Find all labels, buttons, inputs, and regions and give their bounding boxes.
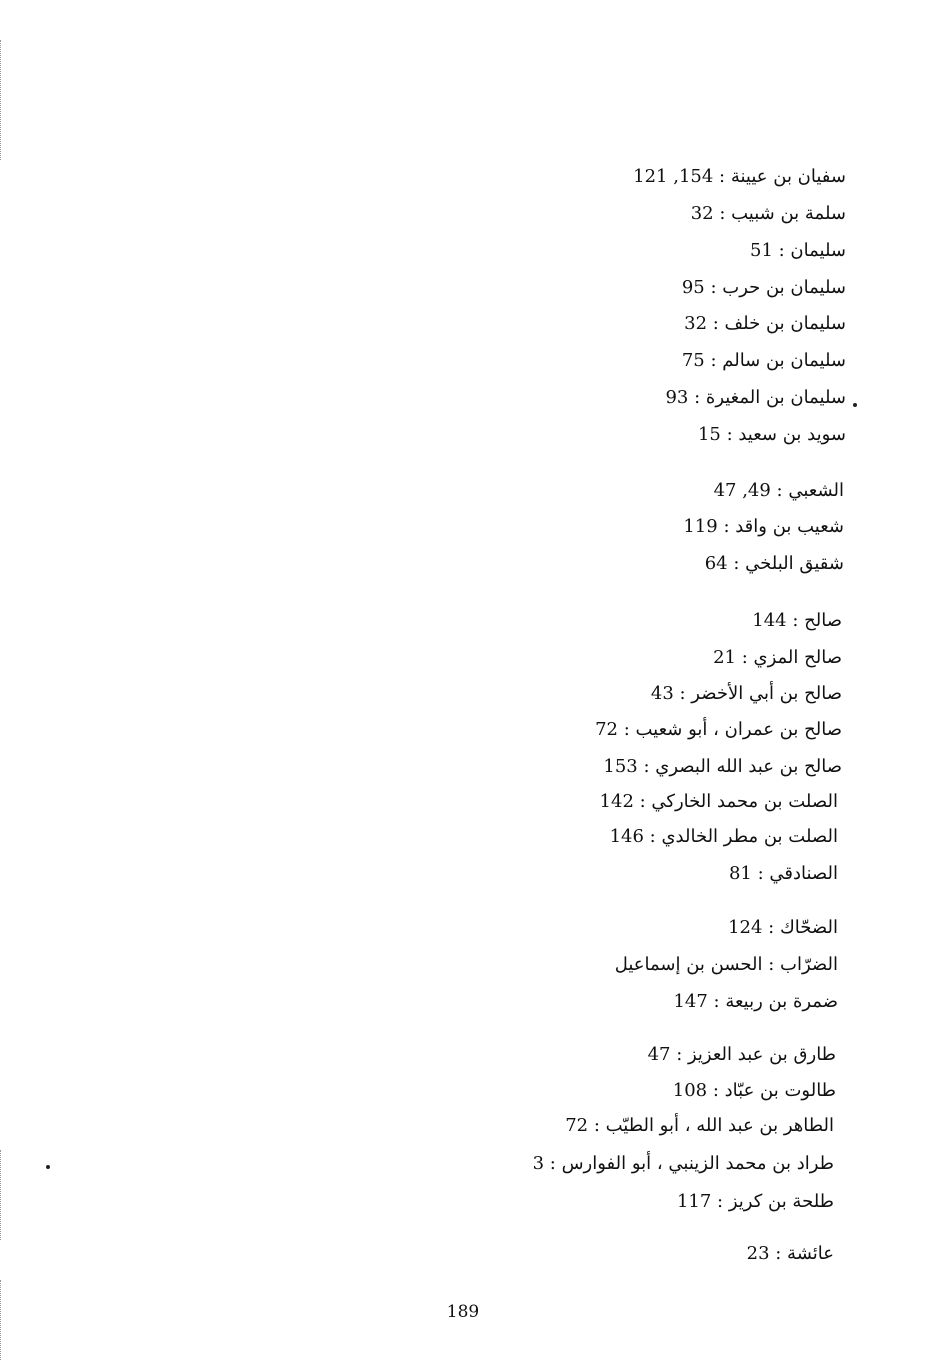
index-entry: شقيق البلخي : 64 — [704, 553, 844, 574]
index-entry: الطاهر بن عبد الله ، أبو الطيّب : 72 — [565, 1115, 834, 1136]
page-number: 189 — [446, 1302, 480, 1322]
index-entry: طالوت بن عبّاد : 108 — [672, 1080, 836, 1101]
index-entry: شعيب بن واقد : 119 — [683, 516, 844, 537]
index-entry: الصلت بن مطر الخالدي : 146 — [609, 826, 838, 847]
index-entry: صالح بن أبي الأخضر : 43 — [650, 683, 842, 704]
ink-speck — [853, 403, 857, 407]
index-entry: سليمان بن حرب : 95 — [681, 277, 846, 298]
index-entry: الصنادقي : 81 — [728, 863, 838, 884]
index-entry: ضمرة بن ربيعة : 147 — [673, 991, 838, 1012]
index-entry: سليمان بن سالم : 75 — [681, 350, 846, 371]
index-entry: سليمان : 51 — [750, 240, 846, 261]
index-entry: طلحة بن كريز : 117 — [676, 1191, 834, 1212]
scan-edge-mark — [0, 40, 4, 160]
index-entry: صالح بن عبد الله البصري : 153 — [603, 756, 842, 777]
index-entry: طارق بن عبد العزيز : 47 — [647, 1044, 836, 1065]
index-entry: صالح المزي : 21 — [713, 647, 842, 668]
index-entry: سويد بن سعيد : 15 — [697, 424, 846, 445]
scan-edge-mark — [0, 1280, 4, 1360]
index-entry: صالح بن عمران ، أبو شعيب : 72 — [595, 719, 842, 740]
index-entry: الضرّاب : الحسن بن إسماعيل — [614, 954, 838, 975]
index-entry: الصلت بن محمد الخاركي : 142 — [599, 791, 838, 812]
index-entry: الضحّاك : 124 — [728, 917, 838, 938]
index-entry: سليمان بن المغيرة : 93 — [665, 387, 846, 408]
index-entry: صالح : 144 — [752, 610, 842, 631]
index-entry: عائشة : 23 — [746, 1243, 834, 1264]
scan-edge-mark — [0, 1150, 4, 1240]
ink-speck — [46, 1165, 50, 1169]
index-entry: سليمان بن خلف : 32 — [684, 313, 846, 334]
index-entry: طراد بن محمد الزينبي ، أبو الفوارس : 3 — [532, 1153, 834, 1174]
index-entry: سلمة بن شبيب : 32 — [690, 203, 846, 224]
index-entry: سفيان بن عيينة : 154, 121 — [633, 166, 846, 187]
index-entry: الشعبي : 49, 47 — [713, 480, 844, 501]
